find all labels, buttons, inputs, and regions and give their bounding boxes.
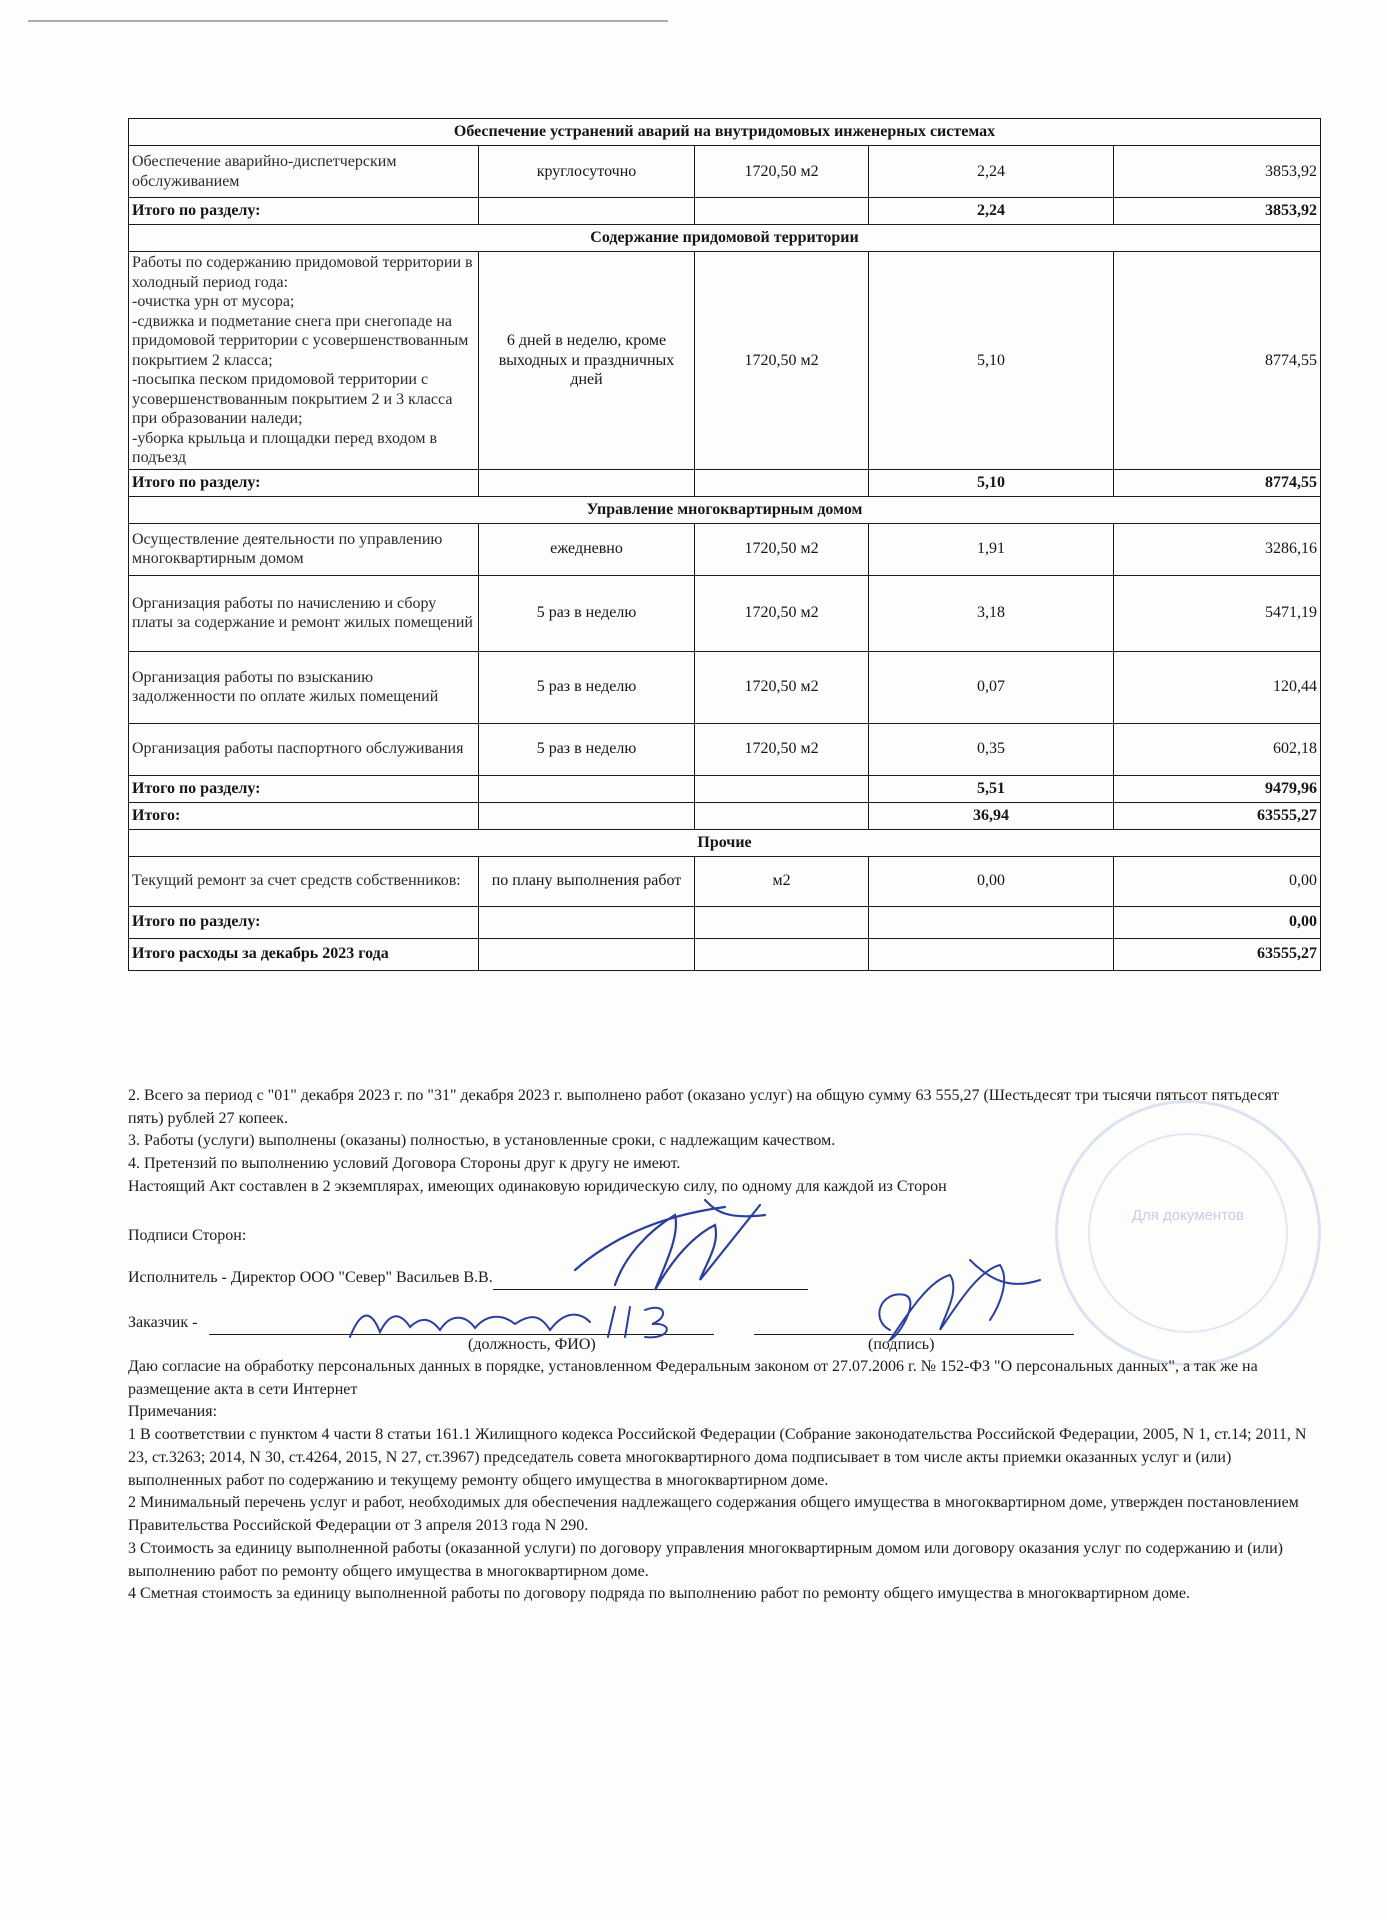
service-area: м2 [695,856,869,906]
december-total-row [129,938,1321,970]
service-name: Текущий ремонт за счет средств собственников: [129,856,479,906]
service-sum: 5471,19 [1114,575,1321,651]
section-total-rate: 2,24 [869,198,1114,225]
service-area: 1720,50 м2 [695,575,869,651]
section-total-row [129,198,1321,225]
service-rate: 1,91 [869,523,1114,575]
note-total-amount: 2. Всего за период с "01" декабря 2023 г. по "31" декабря 2023 г. выполнено работ (оказано услуг) на общую сумму 63 555,27 (Шестьдесят три тысячи пятьсот пятьдесят пять) рублей 27 копеек. [128,1087,1279,1127]
section-title: Содержание придомовой территории [129,225,1321,252]
section-total-row [129,906,1321,938]
note-no-claims: 4. Претензий по выполнению условий Договора Стороны друг к другу не имеют. [128,1155,681,1173]
service-period: круглосуточно [479,146,695,198]
section-total-sum: 0,00 [1114,906,1321,938]
service-area: 1720,50 м2 [695,252,869,470]
service-sum: 120,44 [1114,651,1321,723]
section-total-rate: 5,10 [869,469,1114,496]
customer-handwriting-text: Косолапова И.В [340,1350,347,1351]
section-total-sum: 8774,55 [1114,469,1321,496]
customer-signature [850,1250,1050,1350]
signatures-title: Подписи Сторон: [128,1226,247,1244]
grand-total-row [129,802,1321,829]
executor-label: Исполнитель - Директор ООО "Север" Васильев В.В. [128,1269,493,1287]
section-total-label: Итого по разделу: [129,775,479,802]
table-row [129,856,1321,906]
service-area: 1720,50 м2 [695,723,869,775]
service-rate: 0,00 [869,856,1114,906]
service-sum: 3853,92 [1114,146,1321,198]
act-notes [128,1085,1318,1606]
section-title: Обеспечение устранений аварий на внутридомовых инженерных системах [129,119,1321,146]
stamp-text: Для документов [1131,1207,1245,1224]
service-sum: 8774,55 [1114,252,1321,470]
consent-text: Даю согласие на обработку персональных данных в порядке, установленном Федеральным законом от 27.07.2006 г. № 152-ФЗ "О персональных данных", а так же на размещение акта в сети Интернет [128,1358,1258,1398]
section-total-sum: 9479,96 [1114,775,1321,802]
service-area: 1720,50 м2 [695,146,869,198]
service-period: 5 раз в неделю [479,723,695,775]
service-period: 5 раз в неделю [479,575,695,651]
section-total-label: Итого по разделу: [129,469,479,496]
service-rate: 3,18 [869,575,1114,651]
service-name: Обеспечение аварийно-диспетчерским обслуживанием [129,146,479,198]
service-sum: 3286,16 [1114,523,1321,575]
service-name: Осуществление деятельности по управлению многоквартирным домом [129,523,479,575]
section-total-label: Итого по разделу: [129,198,479,225]
service-period: 5 раз в неделю [479,651,695,723]
table-row [129,146,1321,198]
section-total-rate: 5,51 [869,775,1114,802]
service-rate: 0,07 [869,651,1114,723]
section-total-row [129,469,1321,496]
table-row [129,575,1321,651]
table-row [129,523,1321,575]
scan-edge-line [28,20,668,22]
remarks-title: Примечания: [128,1403,218,1421]
executor-signature [555,1195,795,1305]
note-quality: 3. Работы (услуги) выполнены (оказаны) полностью, в установленные сроки, с надлежащим качеством. [128,1132,836,1150]
service-period: ежедневно [479,523,695,575]
service-name: Организация работы по взысканию задолженности по оплате жилых помещений [129,651,479,723]
december-total-label: Итого расходы за декабрь 2023 года [129,938,479,970]
service-period: по плану выполнения работ [479,856,695,906]
service-name: Работы по содержанию придомовой территории в холодный период года: -очистка урн от мусора; -сдвижка и подметание снега при снегопаде на придомовой территории с усовершенствованным покрытием 2 класса; -посыпка песком придомовой территории с усовершенствованным покрытием 2 и 3 класса при образовании наледи; -уборка крыльца и площадки перед входом в подъезд [129,252,479,470]
service-area: 1720,50 м2 [695,651,869,723]
section-title: Управление многоквартирным домом [129,496,1321,523]
remark-4: 4 Сметная стоимость за единицу выполненной работы по договору подряда по выполнению работ по ремонту общего имущества в многоквартирном доме. [128,1585,1190,1603]
caption-position: (должность, ФИО) [468,1336,596,1354]
section-title: Прочие [129,829,1321,856]
table-row [129,723,1321,775]
section-total-sum: 3853,92 [1114,198,1321,225]
services-table [128,118,1321,971]
december-total-sum: 63555,27 [1114,938,1321,970]
grand-total-sum: 63555,27 [1114,802,1321,829]
service-rate: 2,24 [869,146,1114,198]
service-area: 1720,50 м2 [695,523,869,575]
customer-signature-row [128,1312,1318,1356]
note-copies: Настоящий Акт составлен в 2 экземплярах, имеющих одинаковую юридическую силу, по одному для каждой из Сторон [128,1177,947,1195]
remark-3: 3 Стоимость за единицу выполненной работы (оказанной услуги) по договору управления многоквартирным домом или договору оказания услуг по содержанию и (или) выполнению работ по ремонту общего имущества в многоквартирном доме. [128,1539,1283,1580]
section-total-label: Итого по разделу: [129,906,479,938]
service-sum: 602,18 [1114,723,1321,775]
service-rate: 5,10 [869,252,1114,470]
caption-signature: (подпись) [868,1336,935,1354]
service-rate: 0,35 [869,723,1114,775]
section-total-row [129,775,1321,802]
grand-total-rate: 36,94 [869,802,1114,829]
table-row [129,252,1321,470]
customer-label: Заказчик - [128,1314,198,1332]
remark-1: 1 В соответствии с пунктом 4 части 8 статьи 161.1 Жилищного кодекса Российской Федерации (Собрание законодательства Российской Федерации, 2005, N 1, ст.14; 2011, N 23, ст.3263; 2014, N 30, ст.4264, 2015, N 27, ст.3967) председатель совета многоквартирного дома подписывает в том числе акты приемки оказанных услуг и (или) выполненных работ по содержанию и текущему ремонту общего имущества в многоквартирном доме. [128,1426,1307,1489]
service-sum: 0,00 [1114,856,1321,906]
service-name: Организация работы паспортного обслуживания [129,723,479,775]
customer-handwriting [340,1292,700,1352]
grand-total-label: Итого: [129,802,479,829]
service-name: Организация работы по начислению и сбору платы за содержание и ремонт жилых помещений [129,575,479,651]
remark-2: 2 Минимальный перечень услуг и работ, необходимых для обеспечения надлежащего содержания общего имущества в многоквартирном доме, утвержден постановлением Правительства Российской Федерации от 3 апреля 2013 года N 290. [128,1494,1299,1535]
table-row [129,651,1321,723]
service-period: 6 дней в неделю, кроме выходных и праздничных дней [479,252,695,470]
